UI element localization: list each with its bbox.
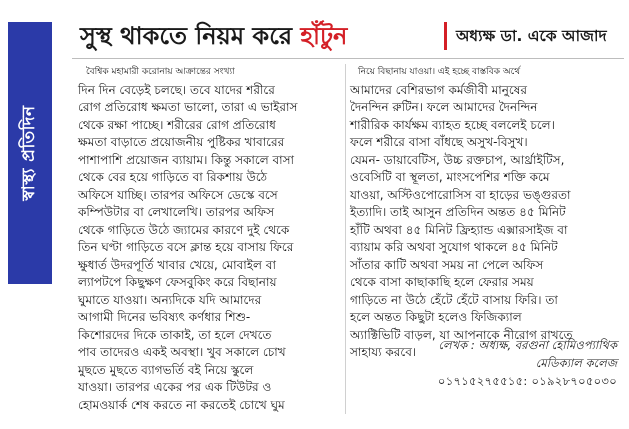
credit-line-1: লেখক : অধ্যক্ষ, বরগুনা হোমিওপ্যাথিক [438,338,617,352]
article-line: থেকে বের হয়ে গাড়িতে বা রিকশায় উঠে [78,170,268,184]
article-line: কম্পিউটার বা লেখালেখি। তারপর অফিস [78,205,275,219]
article-line: আগামী দিনের ভবিষ্যৎ কর্ণধার শিশু- [78,310,251,324]
article-column-right [350,64,620,362]
article-line: ক্ষুধার্ত উদরপূর্তি খাবার খেয়ে, মোবাইল বা [78,257,276,272]
article-line: শারীরিক কার্যক্ষম ব্যাহত হচ্ছে বললেই চলে। [350,117,555,132]
headline-title [80,18,347,58]
article-line: ঘুমাতে যাওয়া। অন্যদিকে যদি আমাদের [78,292,262,307]
article-line: দৈনন্দিন রুটিন। ফলে আমাদের দৈনন্দিন [350,100,538,114]
credit-phone-numbers: ০১৭১৫২৭৫৫১৫: ০১৯২৮৭০৫০৩০ [437,374,617,388]
article-column-left [78,64,342,414]
article-line: যাওয়া, অস্টিওপোরোসিস বা হাড়ের ভঙ্গুরতা [350,187,571,202]
article-line: পাব তাদেরও একই অবস্থা। খুব সকালে চোখ [78,345,286,359]
article-line: হাঁটি অথবা ৪৫ মিনিট ফ্রিহ্যান্ড এক্সারসাইজ বা [350,222,568,237]
article-line: অফিসে যাচ্ছি। তারপর অফিসে ডেস্কে বসে [78,187,278,202]
author-credit [355,336,617,390]
article-line: যেমন- ডায়াবেটিস, উচ্চ রক্তচাপ, আর্থ্রাইটিস, [350,152,565,167]
headline-rule [72,58,624,59]
article-line: থেকে বাসা কাছাকাছি হলে ফেরার সময় [350,275,534,289]
column-divider [345,64,346,414]
section-label: স্বাস্থ্য প্রতিদিন [19,105,39,201]
article-line: ক্ষমতা বাড়াতে প্রয়োজনীয় পুষ্টিকর খাবারের [78,135,285,149]
headline-title-main: সুস্থ থাকতে নিয়ম করে [80,22,301,50]
headline-divider-bar [444,22,447,50]
article-line: তিন ঘণ্টা গাড়িতে বসে ক্লান্ত হয়ে বাসায় ফিরে [78,240,294,254]
article-line: সাঁতার কাটি অথবা সময় না পেলে অফিস [350,257,544,272]
article-line: সাহায্য করবে। [350,345,417,359]
headline-row [72,16,624,56]
article-line: বৈশ্বিক মহামারী করোনায় আক্রান্তের সংখ্যা [86,67,235,77]
author-byline: অধ্যক্ষ ডা. একে আজাদ [456,27,607,45]
article-line: হলে অন্তত কিছুটা হলেও ফিজিক্যাল [350,310,522,324]
article-line: নিয়ে বিছানায় যাওয়া। এই হচ্ছে বাস্তবিক অর্থে [358,67,521,77]
article-line: অ্যাক্টিভিটি বাড়ল, যা আপনাকে নীরোগ রাখতে [350,327,573,342]
article-line: পাশাপাশি প্রয়োজন ব্যায়াম। কিন্তু সকালে বাসা [78,152,295,167]
article-line: রোগ প্রতিরোধ ক্ষমতা ভালো, তারা এ ভাইরাস [78,100,298,114]
article-line: ল্যাপটপে কিছুক্ষণ ফেসবুকিং করে বিছানায় [78,275,277,289]
article-line: ব্যায়াম করি অথবা সুযোগ থাকলে ৪৫ মিনিট [350,240,558,254]
article-line: থেকে গাড়িতে উঠে জ্যামের কারণে দুই থেকে [78,222,290,237]
article-line: কিশোরদের দিকে তাকাই, তা হলে দেখতে [78,327,272,342]
article-line: ফলে শরীরে বাসা বাঁধছে অসুখ-বিসুখ। [350,135,528,149]
article-line: ওবেসিটি বা স্থূলতা, মাংসপেশির শক্তি কমে [350,170,550,184]
article-line: যাওয়া। তারপর একের পর এক টিউটর ও [78,380,272,394]
article-line: ইত্যাদি। তাই আসুন প্রতিদিন অন্তত ৪৫ মিনিট [350,205,566,219]
headline-title-accent: হাঁটুন [300,22,348,50]
article-line: দিন দিন বেড়েই চলছে। তবে যাদের শরীরে [78,82,275,97]
article-line: মুছতে মুছতে ব্যাগভর্তি বই নিয়ে স্কুলে [78,362,254,377]
section-label-strip [8,22,52,284]
credit-line-2: মেডিক্যাল কলেজ [535,356,617,370]
article-line: গাড়িতে না উঠে হেঁটে হেঁটে বাসায় ফিরি। তা [350,292,558,307]
article-line: থেকে রক্ষা পাচ্ছে। শরীরের রোগ প্রতিরোধ [78,117,276,132]
article-line: আমাদের বেশিরভাগ কর্মজীবী মানুষের [350,82,527,97]
article-line: হোমওয়ার্ক শেষ করতে না করতেই চোখে ঘুম [78,397,285,412]
